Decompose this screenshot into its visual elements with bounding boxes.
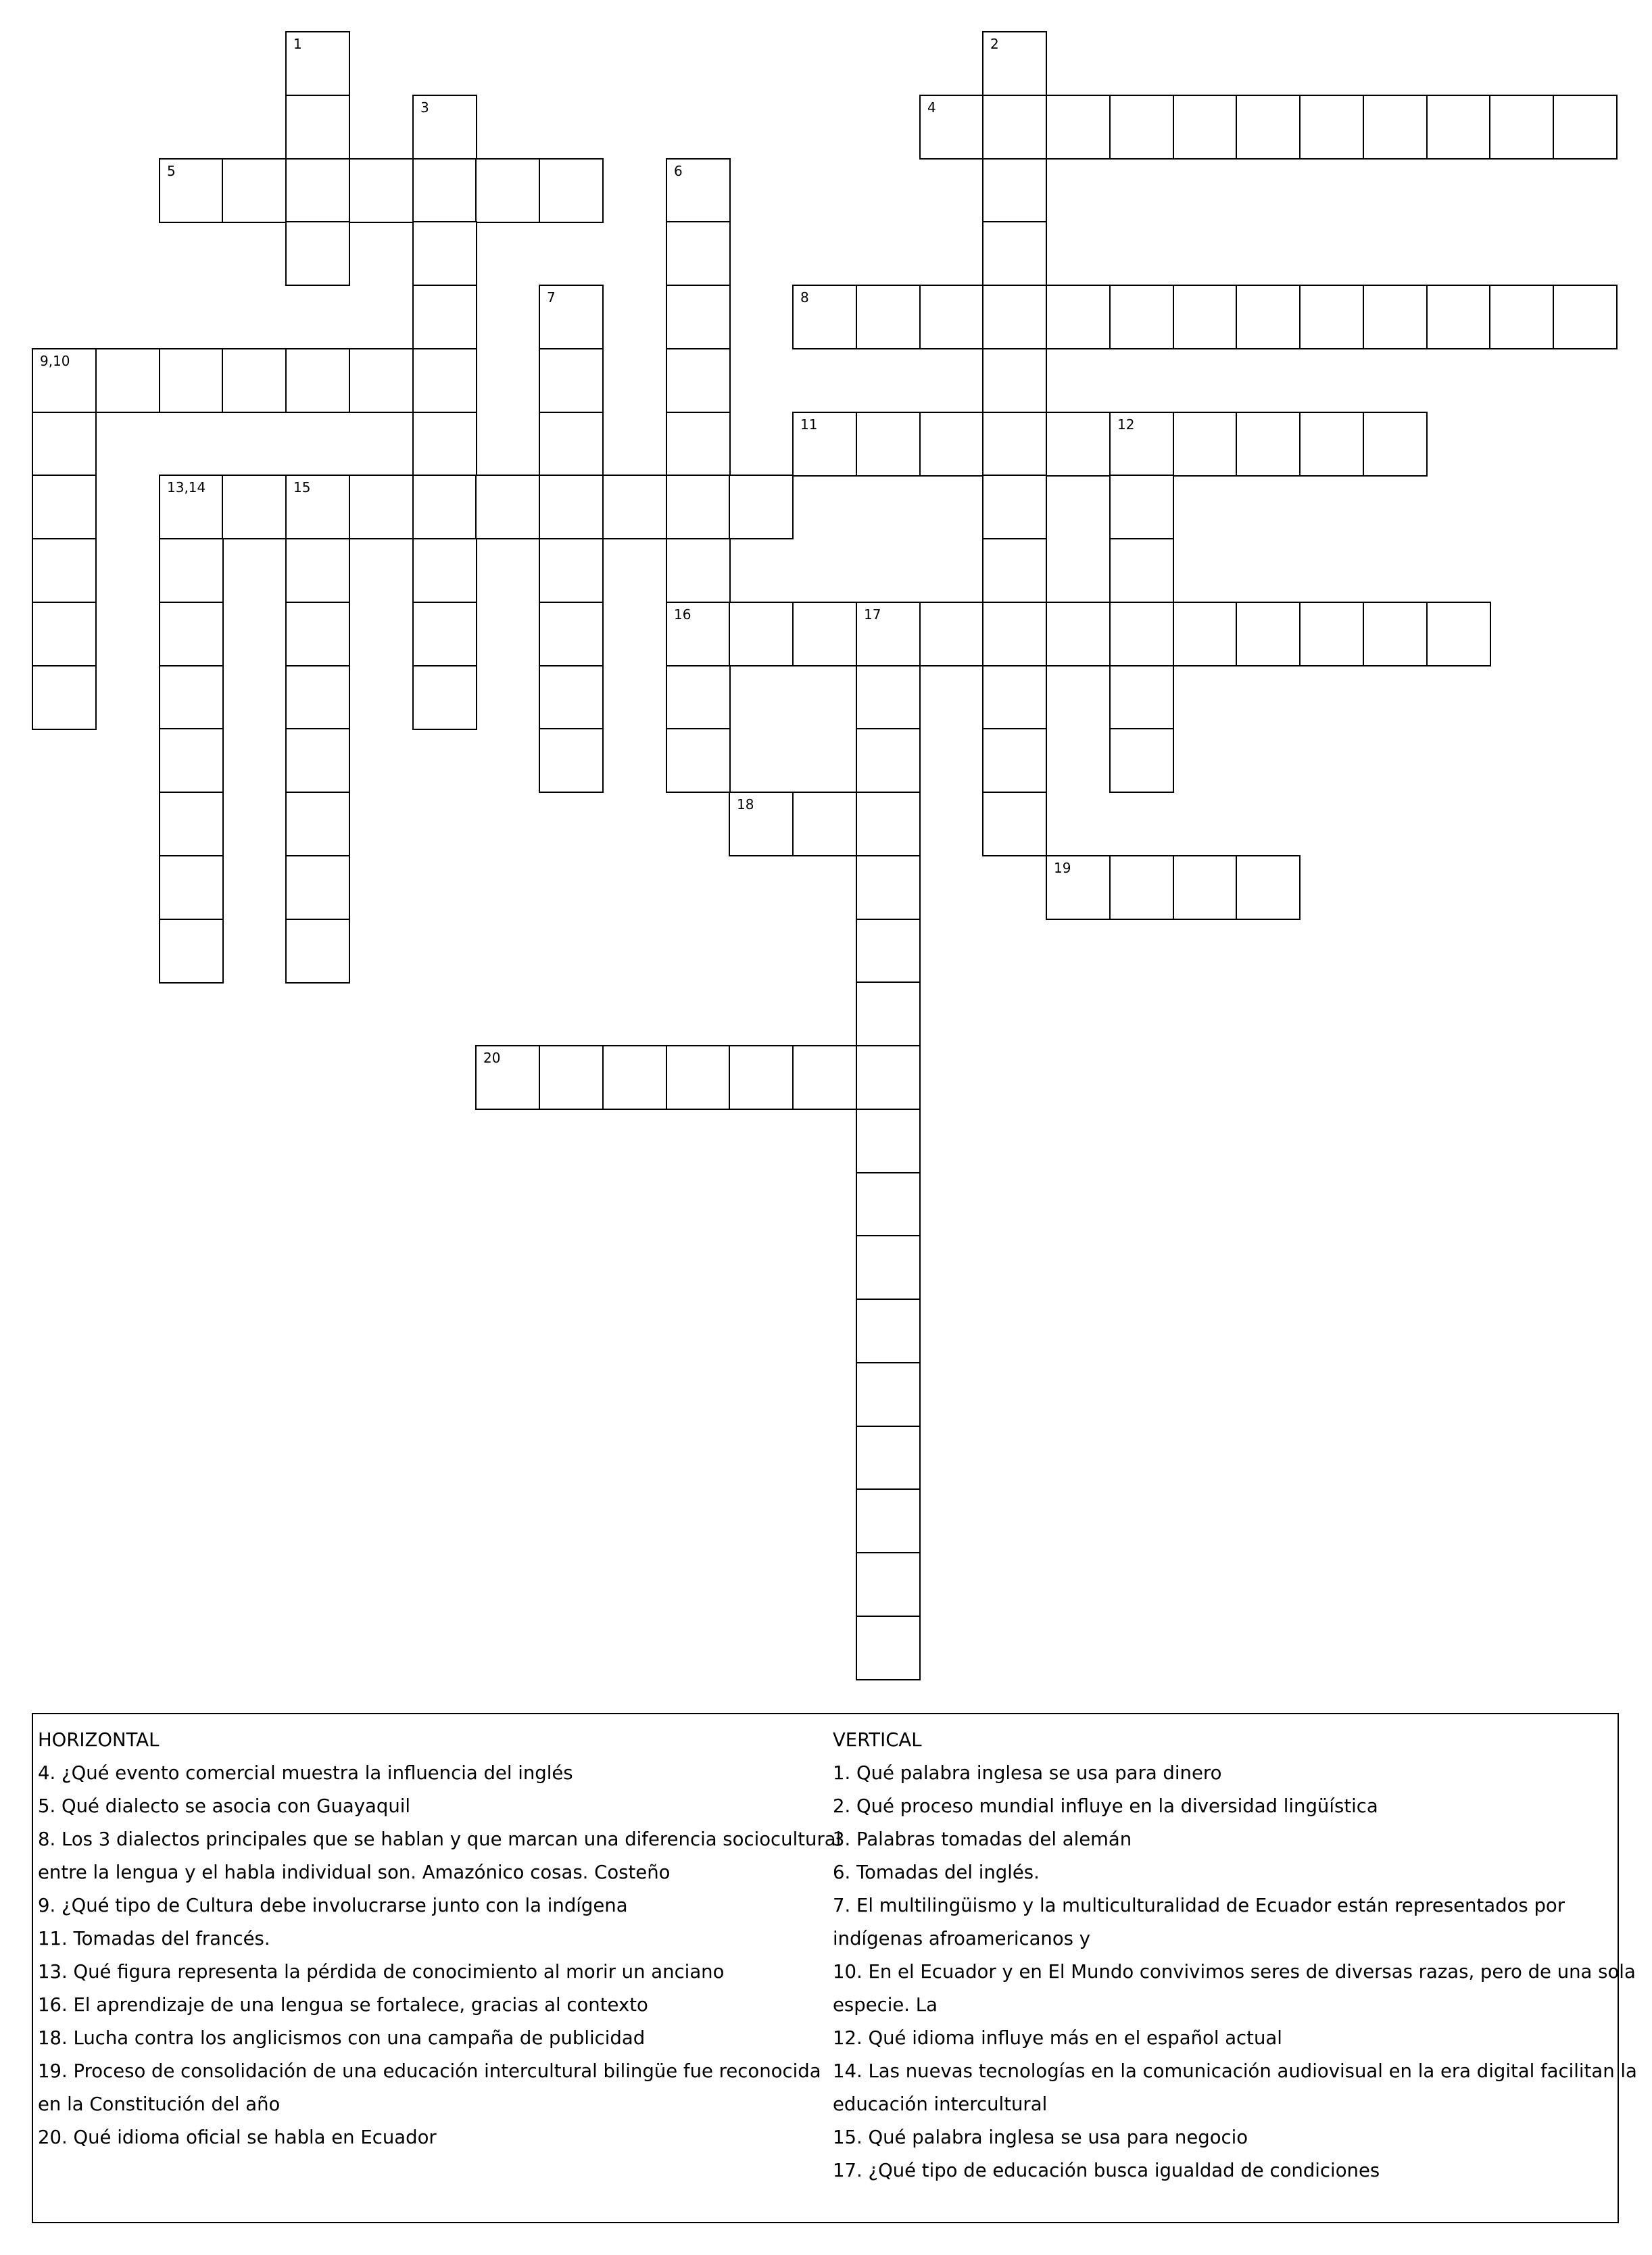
clue-number: 20: [483, 1050, 501, 1066]
grid-cell[interactable]: [349, 348, 414, 413]
grid-cell[interactable]: [1553, 285, 1618, 349]
grid-cell[interactable]: [1046, 285, 1111, 349]
clue-h19: 19. Proceso de consolidación de una educación intercultural bilingüe fue reconocida: [38, 2060, 821, 2082]
grid-cell[interactable]: [792, 412, 857, 477]
grid-cell[interactable]: [1046, 602, 1111, 666]
grid-cell[interactable]: [412, 665, 477, 730]
grid-cell[interactable]: [1109, 665, 1174, 730]
grid-cell[interactable]: [666, 728, 731, 793]
grid-cell[interactable]: [1489, 285, 1554, 349]
clue-number: 6: [674, 163, 683, 179]
grid-cell[interactable]: [982, 728, 1047, 793]
grid-cell[interactable]: [32, 412, 97, 477]
clue-v3: 3. Palabras tomadas del alemán: [833, 1828, 1132, 1850]
grid-cell[interactable]: [1489, 95, 1554, 160]
grid-cell[interactable]: [412, 95, 477, 160]
grid-cell[interactable]: [856, 1426, 921, 1490]
grid-cell[interactable]: [412, 221, 477, 286]
grid-cell[interactable]: [729, 792, 794, 856]
grid-cell[interactable]: [1109, 538, 1174, 603]
grid-cell[interactable]: [475, 1045, 540, 1110]
grid-cell[interactable]: [729, 602, 794, 666]
grid-cell[interactable]: [856, 1488, 921, 1553]
grid-cell[interactable]: [982, 31, 1047, 96]
grid-cell[interactable]: [1109, 412, 1174, 477]
grid-cell[interactable]: [1173, 855, 1238, 920]
grid-cell[interactable]: [1363, 602, 1428, 666]
clue-number: 13,14: [167, 479, 206, 495]
clue-number: 16: [674, 606, 691, 623]
grid-cell[interactable]: [159, 855, 224, 920]
grid-cell[interactable]: [1299, 412, 1364, 477]
vertical-heading: VERTICAL: [833, 1729, 922, 1751]
grid-cell[interactable]: [982, 538, 1047, 603]
grid-cell[interactable]: [666, 158, 731, 223]
grid-cell[interactable]: [1426, 285, 1491, 349]
grid-cell[interactable]: [1236, 285, 1301, 349]
grid-cell[interactable]: [666, 602, 731, 666]
grid-cell[interactable]: [856, 1172, 921, 1237]
grid-cell[interactable]: [666, 665, 731, 730]
grid-cell[interactable]: [856, 1616, 921, 1680]
grid-cell[interactable]: [1426, 602, 1491, 666]
clue-h8: 8. Los 3 dialectos principales que se hablan y que marcan una diferencia sociocultural: [38, 1828, 842, 1850]
grid-cell[interactable]: [856, 855, 921, 920]
grid-cell[interactable]: [919, 602, 984, 666]
grid-cell[interactable]: [412, 285, 477, 349]
grid-cell[interactable]: [1173, 412, 1238, 477]
clue-number: 1: [293, 36, 302, 52]
grid-cell[interactable]: [32, 602, 97, 666]
grid-cell[interactable]: [1236, 855, 1301, 920]
grid-cell[interactable]: [1236, 412, 1301, 477]
grid-cell[interactable]: [666, 1045, 731, 1110]
grid-cell[interactable]: [159, 792, 224, 856]
grid-cell[interactable]: [412, 158, 477, 223]
clue-number: 3: [420, 99, 429, 116]
grid-cell[interactable]: [285, 728, 350, 793]
clue-h16: 16. El aprendizaje de una lengua se fortalece, gracias al contexto: [38, 1994, 648, 2016]
grid-cell[interactable]: [539, 665, 604, 730]
grid-cell[interactable]: [856, 919, 921, 984]
clue-h4: 4. ¿Qué evento comercial muestra la influencia del inglés: [38, 1762, 573, 1784]
grid-cell[interactable]: [856, 728, 921, 793]
grid-cell[interactable]: [159, 665, 224, 730]
grid-cell[interactable]: [539, 412, 604, 477]
grid-cell[interactable]: [982, 221, 1047, 286]
grid-cell[interactable]: [285, 665, 350, 730]
grid-cell[interactable]: [32, 348, 97, 413]
grid-cell[interactable]: [159, 538, 224, 603]
grid-cell[interactable]: [982, 158, 1047, 223]
grid-cell[interactable]: [285, 538, 350, 603]
vertical-clues: [833, 1724, 1637, 2187]
clue-h9: 9. ¿Qué tipo de Cultura debe involucrarse junto con la indígena: [38, 1895, 628, 1916]
grid-cell[interactable]: [1553, 95, 1618, 160]
grid-cell[interactable]: [285, 855, 350, 920]
clue-h20: 20. Qué idioma oficial se habla en Ecuador: [38, 2127, 437, 2148]
grid-cell[interactable]: [285, 475, 350, 539]
grid-cell[interactable]: [349, 158, 414, 223]
clue-h11: 11. Tomadas del francés.: [38, 1928, 270, 1949]
horizontal-heading: HORIZONTAL: [38, 1729, 160, 1751]
grid-cell[interactable]: [919, 412, 984, 477]
grid-cell[interactable]: [666, 538, 731, 603]
horizontal-clues: [38, 1724, 842, 2154]
clue-number: 9,10: [40, 353, 70, 369]
grid-cell[interactable]: [982, 95, 1047, 160]
grid-cell[interactable]: [412, 412, 477, 477]
grid-cell[interactable]: [792, 285, 857, 349]
grid-cell[interactable]: [539, 1045, 604, 1110]
grid-cell[interactable]: [1299, 602, 1364, 666]
grid-cell[interactable]: [982, 412, 1047, 477]
clue-v7-cont: indígenas afroamericanos y: [833, 1928, 1091, 1949]
grid-cell[interactable]: [856, 285, 921, 349]
grid-cell[interactable]: [1046, 855, 1111, 920]
clue-h13: 13. Qué figura representa la pérdida de conocimiento al morir un anciano: [38, 1961, 725, 1983]
grid-cell[interactable]: [539, 285, 604, 349]
grid-cell[interactable]: [856, 1552, 921, 1617]
clue-number: 4: [927, 99, 936, 116]
grid-cell[interactable]: [856, 1362, 921, 1427]
grid-cell[interactable]: [602, 1045, 667, 1110]
clue-v10-cont: especie. La: [833, 1994, 938, 2016]
grid-cell[interactable]: [159, 728, 224, 793]
grid-cell[interactable]: [1109, 855, 1174, 920]
grid-cell[interactable]: [1426, 95, 1491, 160]
clue-h19-cont: en la Constitución del año: [38, 2093, 281, 2115]
grid-cell[interactable]: [792, 1045, 857, 1110]
clue-number: 18: [737, 796, 754, 813]
grid-cell[interactable]: [856, 665, 921, 730]
grid-cell[interactable]: [1236, 95, 1301, 160]
grid-cell[interactable]: [159, 348, 224, 413]
grid-cell[interactable]: [856, 981, 921, 1046]
grid-cell[interactable]: [1109, 728, 1174, 793]
grid-cell[interactable]: [222, 475, 287, 539]
grid-cell[interactable]: [475, 475, 540, 539]
grid-cell[interactable]: [729, 475, 794, 539]
grid-cell[interactable]: [159, 919, 224, 984]
grid-cell[interactable]: [539, 475, 604, 539]
grid-cell[interactable]: [1109, 475, 1174, 539]
clue-number: 7: [547, 289, 556, 306]
clue-v7: 7. El multilingüismo y la multiculturalidad de Ecuador están representados por: [833, 1895, 1565, 1916]
grid-cell[interactable]: [666, 348, 731, 413]
grid-cell[interactable]: [285, 602, 350, 666]
grid-cell[interactable]: [285, 31, 350, 96]
grid-cell[interactable]: [539, 728, 604, 793]
grid-cell[interactable]: [1363, 285, 1428, 349]
clue-v10: 10. En el Ecuador y en El Mundo convivimos seres de diversas razas, pero de una sola: [833, 1961, 1636, 1983]
grid-cell[interactable]: [285, 158, 350, 223]
clue-v15: 15. Qué palabra inglesa se usa para negocio: [833, 2127, 1248, 2148]
grid-cell[interactable]: [222, 348, 287, 413]
grid-cell[interactable]: [666, 221, 731, 286]
grid-cell[interactable]: [602, 475, 667, 539]
clue-number: 19: [1054, 860, 1071, 876]
grid-cell[interactable]: [539, 348, 604, 413]
grid-cell[interactable]: [1046, 95, 1111, 160]
grid-cell[interactable]: [1109, 285, 1174, 349]
grid-cell[interactable]: [856, 792, 921, 856]
grid-cell[interactable]: [982, 602, 1047, 666]
clue-h18: 18. Lucha contra los anglicismos con una campaña de publicidad: [38, 2027, 646, 2049]
grid-cell[interactable]: [349, 475, 414, 539]
grid-cell[interactable]: [792, 602, 857, 666]
grid-cell[interactable]: [1173, 95, 1238, 160]
grid-cell[interactable]: [32, 665, 97, 730]
clues-box: [32, 1713, 1637, 2223]
grid-cell[interactable]: [982, 792, 1047, 856]
clue-number: 2: [990, 36, 999, 52]
clue-v1: 1. Qué palabra inglesa se usa para dinero: [833, 1762, 1222, 1784]
grid-cell[interactable]: [982, 285, 1047, 349]
grid-cell[interactable]: [412, 348, 477, 413]
grid-cell[interactable]: [475, 158, 540, 223]
grid-cell[interactable]: [919, 95, 984, 160]
grid-cell[interactable]: [1363, 95, 1428, 160]
grid-cell[interactable]: [285, 221, 350, 286]
grid-cell[interactable]: [856, 412, 921, 477]
grid-cell[interactable]: [982, 475, 1047, 539]
grid-cell[interactable]: [666, 412, 731, 477]
grid-cell[interactable]: [856, 602, 921, 666]
grid-cell[interactable]: [1299, 95, 1364, 160]
clue-v2: 2. Qué proceso mundial influye en la diversidad lingüística: [833, 1795, 1378, 1817]
grid-cell[interactable]: [95, 348, 160, 413]
grid-cell[interactable]: [285, 348, 350, 413]
grid-cell[interactable]: [856, 1235, 921, 1300]
grid-cell[interactable]: [159, 602, 224, 666]
grid-cell[interactable]: [32, 475, 97, 539]
grid-cell[interactable]: [1173, 285, 1238, 349]
clue-v14-cont: educación intercultural: [833, 2093, 1048, 2115]
grid-cell[interactable]: [159, 475, 224, 539]
clue-h8-cont: entre la lengua y el habla individual son. Amazónico cosas. Costeño: [38, 1862, 671, 1883]
grid-cell[interactable]: [1236, 602, 1301, 666]
grid-cell[interactable]: [412, 475, 477, 539]
clue-v6: 6. Tomadas del inglés.: [833, 1862, 1040, 1883]
clue-v12: 12. Qué idioma influye más en el español actual: [833, 2027, 1282, 2049]
clue-number: 15: [293, 479, 311, 495]
grid-cell[interactable]: [1173, 602, 1238, 666]
grid-cell[interactable]: [919, 285, 984, 349]
grid-cell[interactable]: [412, 602, 477, 666]
grid-cell[interactable]: [1363, 412, 1428, 477]
grid-cell[interactable]: [539, 602, 604, 666]
grid-cell[interactable]: [792, 792, 857, 856]
grid-cell[interactable]: [412, 538, 477, 603]
clue-number: 17: [864, 606, 881, 623]
clue-number: 12: [1117, 416, 1135, 433]
grid-cell[interactable]: [982, 348, 1047, 413]
grid-cell[interactable]: [539, 158, 604, 223]
clue-number: 5: [167, 163, 176, 179]
grid-cell[interactable]: [856, 1045, 921, 1110]
grid-cell[interactable]: [285, 919, 350, 984]
grid-cell[interactable]: [285, 95, 350, 160]
clue-v17: 17. ¿Qué tipo de educación busca igualdad de condiciones: [833, 2160, 1380, 2181]
grid-cell[interactable]: [32, 538, 97, 603]
grid-cell[interactable]: [666, 475, 731, 539]
grid-cell[interactable]: [666, 285, 731, 349]
grid-cell[interactable]: [1109, 602, 1174, 666]
grid-cell[interactable]: [285, 792, 350, 856]
grid-cell[interactable]: [222, 158, 287, 223]
clue-h5: 5. Qué dialecto se asocia con Guayaquil: [38, 1795, 411, 1817]
grid-cell[interactable]: [856, 1109, 921, 1173]
grid-cell[interactable]: [982, 665, 1047, 730]
clue-number: 8: [800, 289, 809, 306]
grid-cell[interactable]: [1109, 95, 1174, 160]
grid-cell[interactable]: [729, 1045, 794, 1110]
clue-number: 11: [800, 416, 818, 433]
grid-cell[interactable]: [1299, 285, 1364, 349]
grid-cell[interactable]: [856, 1299, 921, 1363]
grid-cell[interactable]: [159, 158, 224, 223]
clue-v14: 14. Las nuevas tecnologías en la comunicación audiovisual en la era digital facilitan la: [833, 2060, 1637, 2082]
grid-cell[interactable]: [1046, 412, 1111, 477]
grid-cell[interactable]: [539, 538, 604, 603]
